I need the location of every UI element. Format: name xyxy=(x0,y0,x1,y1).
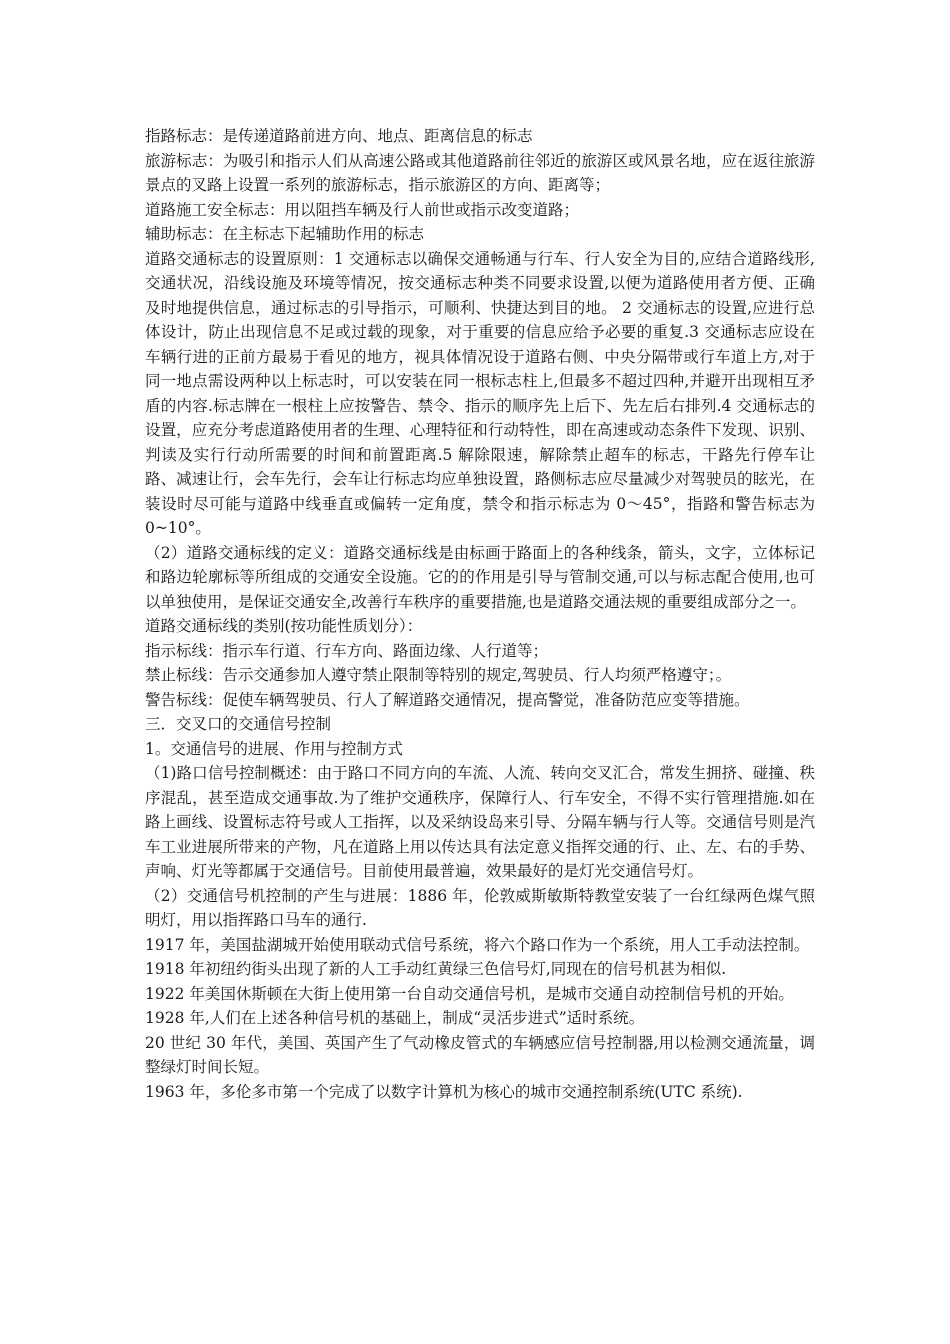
paragraph-history-1917: 1917 年，美国盐湖城开始使用联动式信号系统，将六个路口作为一个系统，用人工手动法控制。 xyxy=(145,935,810,954)
paragraph-history-1922: 1922 年美国休斯顿在大街上使用第一台自动交通信号机，是城市交通自动控制信号机的开始。 xyxy=(145,984,794,1003)
paragraph-history-1918: 1918 年初纽约街头出现了新的人工手动红黄绿三色信号灯,同现在的信号机甚为相似. xyxy=(145,960,727,978)
paragraph-guide-sign: 指路标志：是传递道路前进方向、地点、距离信息的标志 xyxy=(145,127,533,145)
paragraph-indicating-marking: 指示标线：指示车行道、行车方向、路面边缘、人行道等； xyxy=(145,641,549,660)
paragraph-prohibitory-marking: 禁止标线：告示交通参加人遵守禁止限制等特别的规定,驾驶员、行人均须严格遵守；。 xyxy=(145,666,732,684)
paragraph-history-1930s: 20 世纪 30 年代，美国、英国产生了气动橡皮管式的车辆感应信号控制器,用以检测交通流量，调整绿灯时间长短。 xyxy=(145,1033,815,1076)
paragraph-construction-sign: 道路施工安全标志：用以阻挡车辆及行人前世或指示改变道路； xyxy=(145,200,580,219)
paragraph-auxiliary-sign: 辅助标志：在主标志下起辅助作用的标志 xyxy=(145,225,425,243)
document-body xyxy=(145,124,815,1104)
paragraph-signal-overview: （1)路口信号控制概述：由于路口不同方向的车流、人流、转向交叉汇合，常发生拥挤、碰撞、秩序混乱，甚至造成交通事故.为了维护交通秩序，保障行人、行车安全，不得不实行管理措施.如在路上画线、设置标志符号或人工指挥，以及采纳设岛来引导、分隔车辆与行人等。交通信号则是汽车工业进展所带来的产物，凡在道路上用以传达具有法定意义指挥交通的行、止、左、右的手势、声响、灯光等都属于交通信号。目前使用最普遍，效果最好的是灯光交通信号灯。 xyxy=(145,764,815,880)
paragraph-marking-categories: 道路交通标线的类别(按功能性质划分）： xyxy=(145,617,423,635)
paragraph-history-1928: 1928 年,人们在上述各种信号机的基础上，制成“灵活步进式”适时系统。 xyxy=(145,1009,645,1027)
paragraph-signal-history-1886: （2）交通信号机控制的产生与进展：1886 年，伦敦威斯敏斯特教堂安装了一台红绿两色煤气照明灯，用以指挥路口马车的通行. xyxy=(145,886,815,929)
paragraph-warning-marking: 警告标线：促使车辆驾驶员、行人了解道路交通情况，提高警觉，准备防范应变等措施。 xyxy=(145,690,750,709)
paragraph-sign-principles: 道路交通标志的设置原则：1 交通标志以确保交通畅通与行车、行人安全为目的,应结合道路线形,交通状况，沿线设施及环境等情况，按交通标志种类不同要求设置,以便为道路使用者方便、正确及时地提供信息，通过标志的引导指示，可顺利、快捷达到目的地。 2 交通标志的设置,应进行总体设计，防止出现信息不足或过载的现象，对于重要的信息应给予必要的重复.3 交通标志应设在车辆行进的正前方最易于看见的地方，视具体情况设于道路右侧、中央分隔带或行车道上方,对于同一地点需设两种以上标志时，可以安装在同一根标志柱上,但最多不超过四种,并避开出现相互矛盾的内容.标志牌在一根柱上应按警告、禁令、指示的顺序先上后下、先左后右排列.4 交通标志的设置，应充分考虑道路使用者的生理、心理特征和行动特性，即在高速或动态条件下发现、识别、判读及实行行动所需要的时间和前置距离.5 解除限速，解除禁止超车的标志，干路先行停车让路、减速让行，会车先行，会车让行标志均应单独设置，路侧标志应尽量减少对驾驶员的眩光，在装设时尽可能与道路中线垂直或偏转一定角度，禁令和指示标志为 0～45°，指路和警告标志为 0~10°。 xyxy=(145,249,815,537)
section-heading-intersection-signal: 三．交叉口的交通信号控制 xyxy=(145,715,332,733)
paragraph-marking-definition: （2）道路交通标线的定义：道路交通标线是由标画于路面上的各种线条，箭头，文字，立体标记和路边轮廓标等所组成的交通安全设施。它的的作用是引导与管制交通,可以与标志配合使用,也可以单独使用，是保证交通安全,改善行车秩序的重要措施,也是道路交通法规的重要组成部分之一。 xyxy=(145,543,815,611)
paragraph-history-1963: 1963 年，多伦多市第一个完成了以数字计算机为核心的城市交通控制系统(UTC 系统). xyxy=(145,1082,743,1101)
paragraph-tourism-sign: 旅游标志：为吸引和指示人们从高速公路或其他道路前往邻近的旅游区或风景名地，应在返往旅游景点的叉路上设置一系列的旅游标志，指示旅游区的方向、距离等； xyxy=(145,151,815,194)
subheading-signal-development: 1。交通信号的进展、作用与控制方式 xyxy=(145,739,403,758)
